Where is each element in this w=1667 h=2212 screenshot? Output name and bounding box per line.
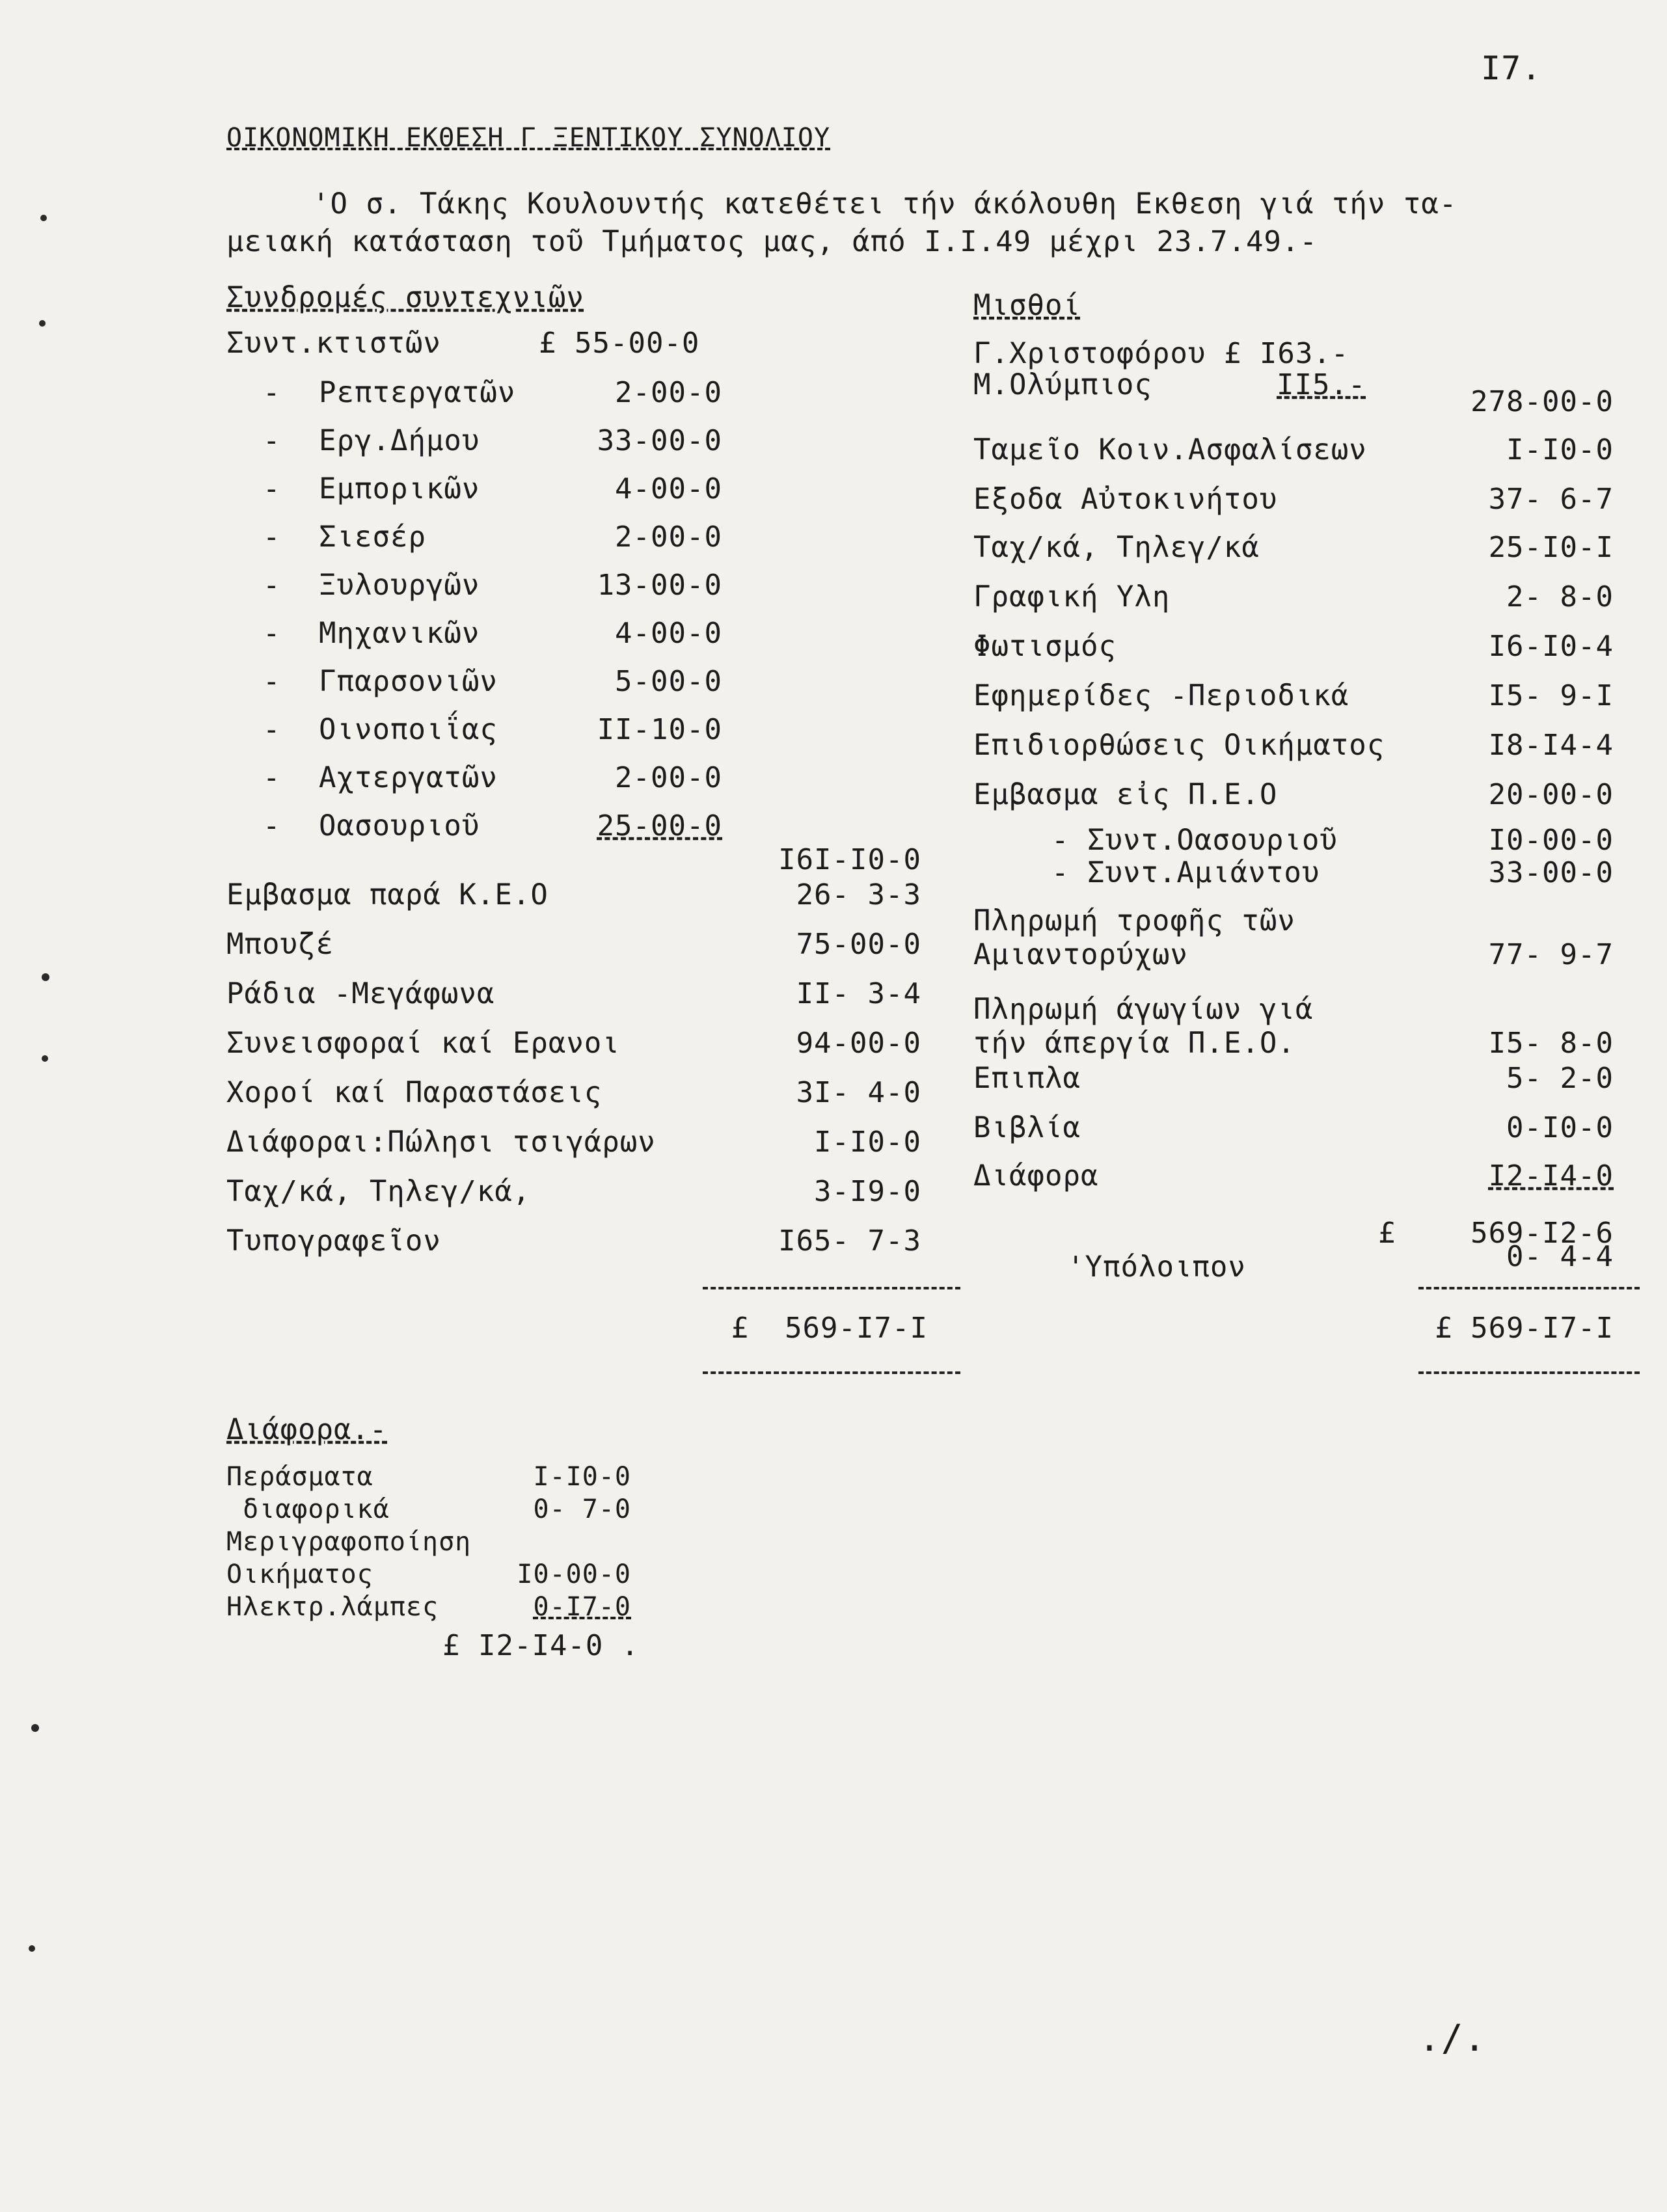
expense-item-label: - Συντ.Αμιάντου xyxy=(1051,856,1320,889)
income-item-label: Ξυλουργῶν xyxy=(319,569,480,602)
income-item-label: Γπαρσονιῶν xyxy=(319,665,498,698)
expense-item-amount: 20-00-0 xyxy=(1488,778,1614,811)
income-first-label: Συντ.κτιστῶν xyxy=(226,327,441,360)
income-item-label: Οασουριοῦ xyxy=(319,809,480,843)
income-item-dash: - xyxy=(263,665,281,698)
expense-item-label: Εφημερίδες -Περιοδικά xyxy=(973,679,1349,712)
income-total: £ 569-I7-I xyxy=(731,1312,928,1345)
income-item-dash: - xyxy=(263,617,281,650)
expense-item-label: Ταχ/κά, Τηλεγ/κά xyxy=(973,531,1260,564)
expense-item-amount: I0-00-0 xyxy=(1488,824,1614,857)
expenses-rule-top xyxy=(1418,1287,1640,1289)
income-item-label: Μηχανικῶν xyxy=(319,617,480,650)
income-item-label: Εμπορικῶν xyxy=(319,472,480,506)
income-item-label: Ρεπτεργατῶν xyxy=(319,376,516,409)
sundry-item-label: Περάσματα xyxy=(226,1462,373,1492)
income-other-amount: I-I0-0 xyxy=(814,1126,921,1159)
expense-item-label: Εμβασμα εἰς Π.Ε.Ο xyxy=(973,778,1278,811)
sundry-item-amount: I0-00-0 xyxy=(517,1559,631,1589)
income-title: Συνδρομές συντεχνιῶν xyxy=(226,281,584,314)
income-other-amount: II- 3-4 xyxy=(796,977,921,1010)
income-other-label: Εμβασμα παρά Κ.Ε.Ο xyxy=(226,878,549,911)
income-item-amount: II-10-0 xyxy=(597,713,722,746)
income-other-amount: 75-00-0 xyxy=(796,928,921,961)
intro-line-2: μειακή κατάσταση τοῦ Τμήματος μας, άπό I.I.49 μέχρι 23.7.49.- xyxy=(226,225,1318,258)
income-other-amount: 94-00-0 xyxy=(796,1027,921,1060)
expense-item-label: Ταμεῖο Κοιν.Ασφαλίσεων xyxy=(973,433,1367,466)
income-item-label: Αχτεργατῶν xyxy=(319,761,498,794)
expenses-grand-total: £ 569-I7-I xyxy=(1435,1312,1614,1345)
document-heading: ΟΙΚΟΝΟΜΙΚΗ ΕΚΘΕΣΗ Γ ΞΕΝΤΙΚΟΥ ΣΥΝΟΛΙΟΥ xyxy=(226,123,831,153)
scan-speck xyxy=(40,215,47,221)
income-item-label: Οινοποιΐας xyxy=(319,713,498,746)
income-item-amount: 33-00-0 xyxy=(597,424,722,457)
expense-item-amount: I6-I0-4 xyxy=(1488,630,1614,663)
income-other-amount: 3I- 4-0 xyxy=(796,1076,921,1109)
expense-item-amount: I5- 9-I xyxy=(1488,679,1614,712)
expense-item-amount: I2-I4-0 xyxy=(1488,1159,1614,1193)
expense-item-label: Εξοδα Αὐτοκινήτου xyxy=(973,483,1278,516)
balance-label: 'Υπόλοιπον xyxy=(1067,1250,1246,1284)
income-other-amount: I65- 7-3 xyxy=(778,1224,921,1258)
expense-item-amount: 33-00-0 xyxy=(1488,856,1614,889)
expense-item-label: Πληρωμή τροφῆς τῶν Αμιαντορύχων xyxy=(973,904,1295,971)
income-other-label: Διάφοραι:Πώλησι τσιγάρων xyxy=(226,1126,656,1159)
income-item-amount: 2-00-0 xyxy=(615,761,722,794)
page-number: I7. xyxy=(1481,49,1542,87)
continuation-mark: ./. xyxy=(1418,2017,1487,2060)
salary-line-2: Μ.Ολύμπιος xyxy=(973,368,1152,401)
sundry-item-label: Οικήματος xyxy=(226,1559,373,1589)
expense-item-amount: I5- 8-0 xyxy=(1488,1027,1614,1060)
expense-item-label: - Συντ.Οασουριοῦ xyxy=(1051,824,1338,857)
income-item-dash: - xyxy=(263,520,281,554)
balance-amount: 0- 4-4 xyxy=(1506,1240,1614,1273)
expense-item-amount: I8-I4-4 xyxy=(1488,729,1614,762)
income-first-amount: £ 55-00-0 xyxy=(539,327,700,360)
expenses-title: Μισθοί xyxy=(973,289,1081,322)
expense-item-amount: 77- 9-7 xyxy=(1488,938,1614,971)
income-item-amount: 13-00-0 xyxy=(597,569,722,602)
sundry-total: £ I2-I4-0 . xyxy=(442,1629,640,1662)
salary-line-1: Γ.Χριστοφόρου £ I63.- xyxy=(973,337,1349,370)
income-other-label: Συνεισφοραί καί Ερανοι xyxy=(226,1027,620,1060)
income-item-amount: 4-00-0 xyxy=(615,617,722,650)
income-item-dash: - xyxy=(263,809,281,843)
scan-speck xyxy=(39,320,46,327)
income-item-dash: - xyxy=(263,424,281,457)
sundry-item-amount: 0-I7-0 xyxy=(533,1592,631,1622)
income-rule-top xyxy=(703,1287,960,1289)
salary-total: 278-00-0 xyxy=(1470,385,1614,418)
income-other-amount: 26- 3-3 xyxy=(796,878,921,911)
sundry-item-amount: I-I0-0 xyxy=(533,1462,631,1492)
sundry-item-label: Μεριγραφοποίηση xyxy=(226,1527,472,1557)
income-other-label: Τυπογραφεῖον xyxy=(226,1224,441,1258)
expense-item-label: Φωτισμός xyxy=(973,630,1117,663)
income-item-label: Σιεσέρ xyxy=(319,520,426,554)
income-other-label: Χοροί καί Παραστάσεις xyxy=(226,1076,603,1109)
expense-item-amount: I-I0-0 xyxy=(1506,433,1614,466)
pound-sign: £ xyxy=(1378,1217,1396,1250)
income-other-label: Μπουζέ xyxy=(226,928,334,961)
sundry-item-amount: 0- 7-0 xyxy=(533,1494,631,1524)
income-other-amount: 3-I9-0 xyxy=(814,1175,921,1208)
expense-item-label: Πληρωμή άγωγίων γιά τήν άπεργία Π.Ε.Ο. xyxy=(973,993,1314,1060)
expense-item-amount: 5- 2-0 xyxy=(1506,1062,1614,1095)
scan-speck xyxy=(42,1055,48,1062)
expenses-rule-bottom xyxy=(1418,1371,1640,1374)
scan-speck xyxy=(29,1945,35,1952)
income-item-dash: - xyxy=(263,472,281,506)
income-item-amount: 25-00-0 xyxy=(597,809,722,843)
income-item-dash: - xyxy=(263,569,281,602)
expense-item-label: Επιδιορθώσεις Οικήματος xyxy=(973,729,1385,762)
intro-line-1: 'Ο σ. Τάκης Κουλουντής κατεθέτει τήν άκόλουθη Εκθεση γιά τήν τα- xyxy=(312,187,1457,221)
expense-item-amount: 2- 8-0 xyxy=(1506,580,1614,614)
expenses-spent-total: 569-I2-6 xyxy=(1470,1217,1614,1250)
expense-item-label: Επιπλα xyxy=(973,1062,1081,1095)
sundry-item-label: διαφορικά xyxy=(226,1494,390,1524)
income-subtotal: I6I-I0-0 xyxy=(778,843,921,876)
income-item-label: Εργ.Δήμου xyxy=(319,424,480,457)
sundry-item-label: Ηλεκτρ.λάμπες xyxy=(226,1592,439,1622)
expense-item-label: Γραφική Υλη xyxy=(973,580,1171,614)
expense-item-label: Βιβλία xyxy=(973,1111,1081,1144)
expense-item-amount: 25-I0-I xyxy=(1488,531,1614,564)
income-item-amount: 2-00-0 xyxy=(615,376,722,409)
income-item-dash: - xyxy=(263,761,281,794)
expense-item-amount: 0-I0-0 xyxy=(1506,1111,1614,1144)
income-item-amount: 2-00-0 xyxy=(615,520,722,554)
salary-line-3: II5.- xyxy=(1277,368,1366,401)
scan-speck xyxy=(31,1724,39,1732)
expense-item-amount: 37- 6-7 xyxy=(1488,483,1614,516)
income-item-amount: 5-00-0 xyxy=(615,665,722,698)
income-item-dash: - xyxy=(263,713,281,746)
income-item-amount: 4-00-0 xyxy=(615,472,722,506)
scan-speck xyxy=(42,973,49,981)
income-other-label: Ταχ/κά, Τηλεγ/κά, xyxy=(226,1175,531,1208)
expense-item-label: Διάφορα xyxy=(973,1159,1099,1193)
income-item-dash: - xyxy=(263,376,281,409)
income-rule-bottom xyxy=(703,1371,960,1374)
sundry-title: Διάφορα.- xyxy=(226,1413,388,1446)
income-other-label: Ράδια -Μεγάφωνα xyxy=(226,977,495,1010)
